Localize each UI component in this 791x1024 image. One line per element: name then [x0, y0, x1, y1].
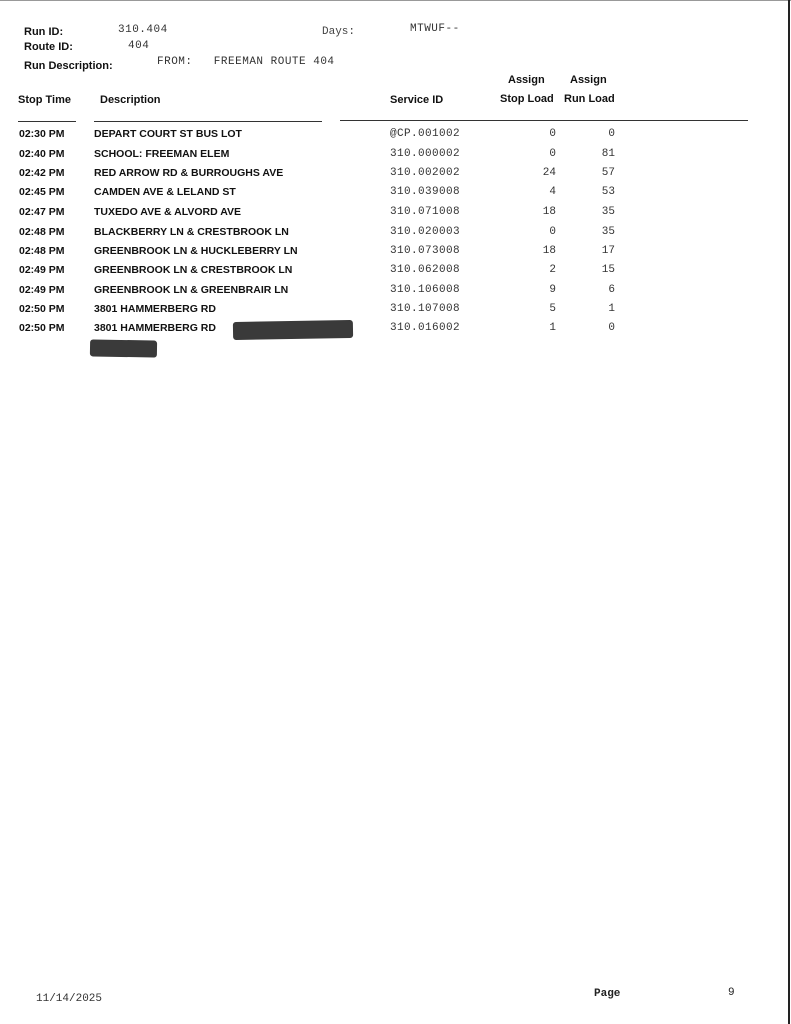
report-date: 11/14/2025	[36, 993, 103, 1005]
table-row	[0, 303, 791, 322]
row-stop-time: 02:50 PM	[19, 303, 65, 315]
row-stop-time: 02:49 PM	[19, 284, 65, 296]
row-description: 3801 HAMMERBERG RD	[94, 303, 216, 315]
row-stop-load: 0	[549, 226, 556, 238]
row-stop-load: 24	[542, 167, 556, 179]
route-id-label: Route ID:	[24, 41, 73, 53]
row-service-id: 310.016002	[390, 322, 461, 334]
page-label: Page	[594, 988, 621, 1000]
col-run-load-bottom: Run Load	[564, 93, 615, 105]
redaction-mark	[233, 320, 353, 340]
page-top-edge	[0, 0, 791, 1]
col-stop-load-top: Assign	[508, 74, 545, 86]
row-run-load: 35	[601, 206, 615, 218]
table-row	[0, 226, 791, 245]
row-stop-load: 9	[549, 284, 556, 296]
table-row	[0, 322, 791, 341]
row-run-load: 0	[608, 128, 615, 140]
table-row	[0, 186, 791, 205]
row-service-id: 310.020003	[390, 226, 461, 238]
row-description: BLACKBERRY LN & CRESTBROOK LN	[94, 226, 289, 238]
row-stop-load: 18	[542, 245, 556, 257]
table-row	[0, 245, 791, 264]
row-stop-time: 02:49 PM	[19, 264, 65, 276]
row-service-id: 310.106008	[390, 284, 461, 296]
row-service-id: 310.071008	[390, 206, 461, 218]
redaction-mark	[90, 339, 157, 357]
row-stop-load: 1	[549, 322, 556, 334]
header-rule-description	[94, 121, 322, 122]
row-stop-time: 02:45 PM	[19, 186, 65, 198]
row-service-id: @CP.001002	[390, 128, 461, 140]
table-row	[0, 264, 791, 283]
page-number: 9	[728, 987, 735, 999]
table-row	[0, 148, 791, 167]
col-description: Description	[100, 94, 161, 106]
row-stop-time: 02:42 PM	[19, 167, 65, 179]
row-description: GREENBROOK LN & HUCKLEBERRY LN	[94, 245, 298, 257]
row-run-load: 57	[601, 167, 615, 179]
row-service-id: 310.073008	[390, 245, 461, 257]
row-stop-time: 02:30 PM	[19, 128, 65, 140]
run-id-label: Run ID:	[24, 26, 64, 38]
row-description: RED ARROW RD & BURROUGHS AVE	[94, 167, 284, 179]
col-service-id: Service ID	[390, 94, 444, 106]
header-rule-right	[340, 120, 748, 121]
row-service-id: 310.107008	[390, 303, 461, 315]
row-stop-time: 02:48 PM	[19, 226, 65, 238]
row-stop-load: 0	[549, 128, 556, 140]
row-stop-load: 2	[549, 264, 556, 276]
row-service-id: 310.039008	[390, 186, 461, 198]
row-stop-load: 5	[549, 303, 556, 315]
table-row	[0, 206, 791, 225]
days-label: Days:	[322, 26, 356, 38]
route-id-value: 404	[128, 40, 150, 52]
col-stop-load-bottom: Stop Load	[500, 93, 554, 105]
row-service-id: 310.062008	[390, 264, 461, 276]
col-run-load-top: Assign	[570, 74, 607, 86]
row-description: TUXEDO AVE & ALVORD AVE	[94, 206, 242, 218]
row-run-load: 81	[601, 148, 615, 160]
table-row	[0, 128, 791, 147]
run-id-value: 310.404	[118, 24, 168, 36]
row-run-load: 35	[601, 226, 615, 238]
run-description-value: FROM: FREEMAN ROUTE 404	[157, 56, 335, 68]
row-stop-time: 02:47 PM	[19, 206, 65, 218]
row-stop-time: 02:40 PM	[19, 148, 65, 160]
row-run-load: 15	[601, 264, 615, 276]
row-description: GREENBROOK LN & CRESTBROOK LN	[94, 264, 293, 276]
table-row	[0, 284, 791, 303]
row-description: CAMDEN AVE & LELAND ST	[94, 186, 236, 198]
table-row	[0, 167, 791, 186]
row-service-id: 310.000002	[390, 148, 461, 160]
days-value: MTWUF--	[410, 23, 460, 35]
row-description: GREENBROOK LN & GREENBRAIR LN	[94, 284, 289, 296]
row-stop-load: 0	[549, 148, 556, 160]
row-description: DEPART COURT ST BUS LOT	[94, 128, 242, 140]
row-run-load: 53	[601, 186, 615, 198]
row-run-load: 1	[608, 303, 615, 315]
row-stop-load: 18	[542, 206, 556, 218]
row-run-load: 6	[608, 284, 615, 296]
row-stop-time: 02:48 PM	[19, 245, 65, 257]
row-description: SCHOOL: FREEMAN ELEM	[94, 148, 230, 160]
row-stop-time: 02:50 PM	[19, 322, 65, 334]
header-rule-time	[18, 121, 76, 122]
row-service-id: 310.002002	[390, 167, 461, 179]
col-stop-time: Stop Time	[18, 94, 71, 106]
row-description: 3801 HAMMERBERG RD	[94, 322, 216, 334]
row-stop-load: 4	[549, 186, 556, 198]
row-run-load: 17	[601, 245, 615, 257]
run-description-label: Run Description:	[24, 60, 113, 72]
row-run-load: 0	[608, 322, 615, 334]
